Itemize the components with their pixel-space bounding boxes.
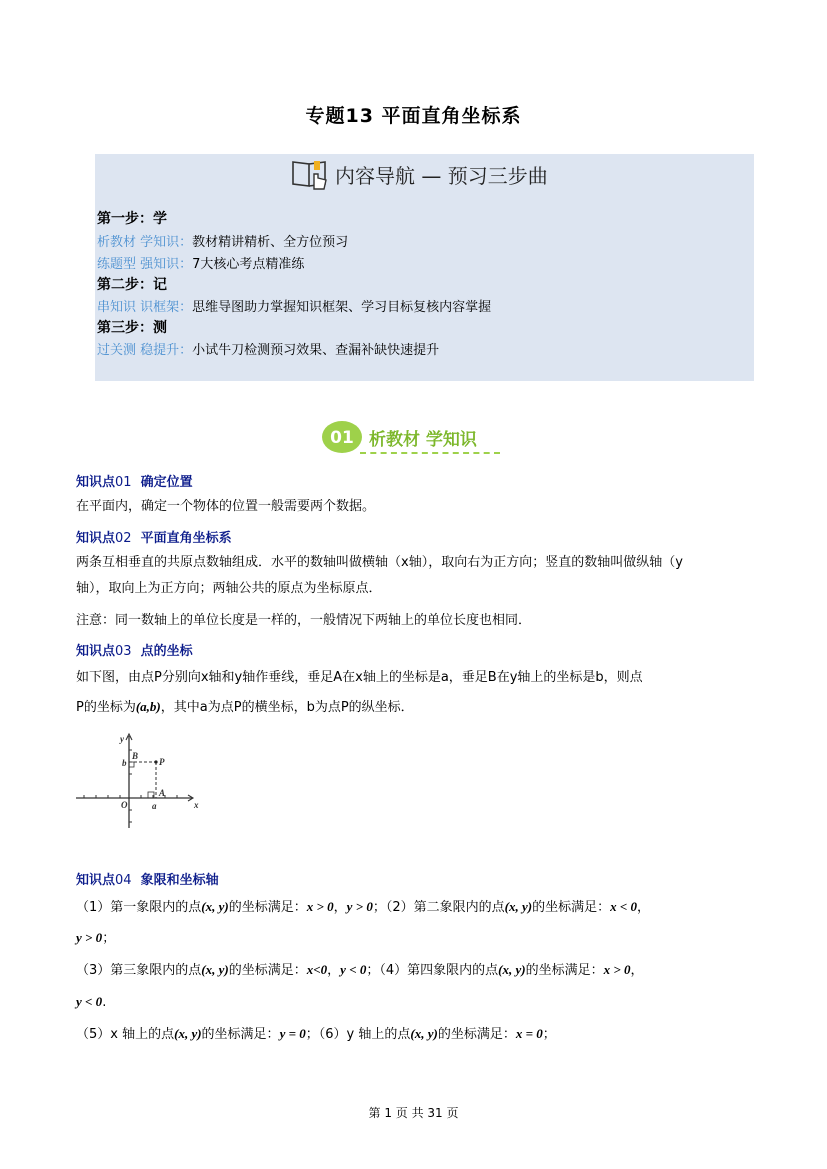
section-number-badge	[322, 420, 366, 454]
text: ，	[333, 900, 347, 915]
text: 的坐标满足：	[228, 900, 307, 915]
kp-01-body: 在平面内，确定一个物体的位置一般需要两个数据。	[76, 499, 376, 514]
kp-03-body-1: 如下图，由点P分别向x轴和y轴作垂线，垂足A在x轴上的坐标是a，垂足B在y轴上的坐标是b，则点	[76, 670, 643, 685]
text: 的坐标满足：	[437, 1027, 516, 1042]
kp-title: 象限和坐标轴	[140, 873, 219, 888]
page-footer: 第 1 页 共 31 页	[368, 1106, 459, 1120]
condition: y < 0	[340, 962, 367, 977]
step-tag: 过关测 稳提升：	[97, 343, 193, 358]
kp-prefix: 知识点	[76, 644, 116, 659]
point-p-label: P	[159, 757, 165, 767]
kp-title: 平面直角坐标系	[140, 531, 232, 546]
kp-num: 02	[115, 531, 132, 546]
kp-04-heading	[76, 869, 219, 888]
step-1-item-2	[97, 253, 304, 272]
text: ，	[630, 963, 644, 978]
step-tag: 串知识 识框架：	[97, 300, 193, 315]
text: （5）x 轴上的点	[76, 1027, 175, 1042]
point-p	[154, 760, 157, 763]
point-expr: (x, y)	[410, 1026, 438, 1041]
step-tag: 析教材 学知识：	[97, 235, 193, 250]
text: ，其中a为点P的横坐标，b为点P的纵坐标．	[160, 700, 414, 715]
step-text: 教材精讲精析、全方位预习	[192, 235, 349, 250]
kp-prefix: 知识点	[76, 531, 116, 546]
kp-num: 04	[115, 873, 132, 888]
nav-heading-text: 内容导航 — 预习三步曲	[335, 164, 548, 188]
condition: x > 0	[603, 962, 631, 977]
kp-01-heading	[76, 471, 193, 490]
text: （2）第二象限内的点	[385, 900, 505, 915]
kp-prefix: 知识点	[76, 873, 116, 888]
section-underline	[360, 452, 500, 454]
step-1-label: 第一步：学	[97, 211, 167, 227]
right-angle-mark	[129, 762, 134, 767]
nav-heading	[290, 156, 590, 190]
point-expr: (x, y)	[201, 962, 229, 977]
x-axis-label: x	[194, 800, 199, 810]
y-axis-label: y	[120, 734, 124, 744]
text: 的坐标满足：	[525, 963, 604, 978]
point-expr: (x, y)	[504, 899, 533, 914]
kp-title: 确定位置	[140, 475, 193, 490]
quadrant-line-4	[76, 993, 756, 1012]
text: ；	[366, 963, 380, 978]
text: （1）第一象限内的点	[76, 900, 202, 915]
text: 的坐标满足：	[201, 1027, 280, 1042]
step-2-label: 第二步：记	[97, 277, 167, 293]
section-header	[322, 418, 512, 458]
text: .	[102, 995, 107, 1010]
foot-b-label: B	[132, 751, 139, 761]
text: ；	[102, 931, 116, 946]
coordinate-expr: (a,b)	[135, 699, 161, 714]
step-tag: 练题型 强知识：	[97, 257, 193, 272]
kp-03-heading	[76, 640, 193, 659]
step-text: 思维导图助力掌握知识框架、学习目标复核内容掌握	[192, 300, 492, 315]
kp-03-body-2	[76, 698, 756, 717]
condition: y < 0	[76, 994, 103, 1009]
text: ，	[637, 900, 651, 915]
condition: x = 0	[515, 1026, 543, 1041]
point-expr: (x, y)	[201, 899, 229, 914]
section-title: 析教材 学知识	[369, 430, 477, 450]
step-3-item-1	[97, 339, 439, 358]
condition: y > 0	[76, 930, 103, 945]
kp-title: 点的坐标	[140, 644, 193, 659]
kp-02-note: 注意：同一数轴上的单位长度是一样的，一般情况下两轴上的单位长度也相同．	[76, 613, 532, 628]
text: ；	[305, 1027, 319, 1042]
condition: x<0	[306, 962, 328, 977]
text: （6）y 轴上的点	[318, 1027, 411, 1042]
text: ，	[327, 963, 341, 978]
kp-num: 03	[115, 644, 132, 659]
condition: y > 0	[346, 899, 373, 914]
quadrant-line-3	[76, 961, 756, 980]
quadrant-line-5	[76, 1025, 756, 1044]
foot-a-label: A	[159, 788, 166, 798]
point-expr: (x, y)	[174, 1026, 202, 1041]
kp-02-heading	[76, 527, 232, 546]
b-label: b	[122, 758, 127, 768]
kp-prefix: 知识点	[76, 475, 116, 490]
condition: x > 0	[306, 899, 334, 914]
condition: x < 0	[610, 899, 638, 914]
text: 的坐标满足：	[532, 900, 611, 915]
origin-label: O	[121, 800, 128, 810]
step-2-item-1	[97, 296, 491, 315]
condition: y = 0	[279, 1026, 306, 1041]
section-number: 01	[330, 428, 354, 448]
text: ；	[372, 900, 386, 915]
a-label: a	[152, 801, 157, 811]
kp-02-body-2: 轴），取向上为正方向；两轴公共的原点为坐标原点．	[76, 581, 382, 596]
step-text: 7大核心考点精准练	[192, 257, 305, 272]
quadrant-line-2	[76, 929, 756, 948]
page-title: 专题13 平面直角坐标系	[305, 105, 522, 127]
text: ；	[542, 1027, 556, 1042]
step-3-label: 第三步：测	[97, 320, 167, 336]
text: P的坐标为	[76, 700, 136, 715]
text: 的坐标满足：	[228, 963, 307, 978]
kp-02-body-1: 两条互相垂直的共原点数轴组成．水平的数轴叫做横轴（x轴），取向右为正方向；竖直的数轴叫做纵轴（y	[76, 555, 683, 570]
text: （4）第四象限内的点	[379, 963, 499, 978]
step-1-item-1	[97, 231, 348, 250]
kp-num: 01	[115, 475, 132, 490]
point-expr: (x, y)	[498, 962, 526, 977]
coordinate-figure	[74, 730, 204, 830]
step-text: 小试牛刀检测预习效果、查漏补缺快速提升	[192, 343, 440, 358]
quadrant-line-1	[76, 898, 756, 917]
text: （3）第三象限内的点	[76, 963, 202, 978]
book-pointer-icon	[290, 156, 334, 192]
